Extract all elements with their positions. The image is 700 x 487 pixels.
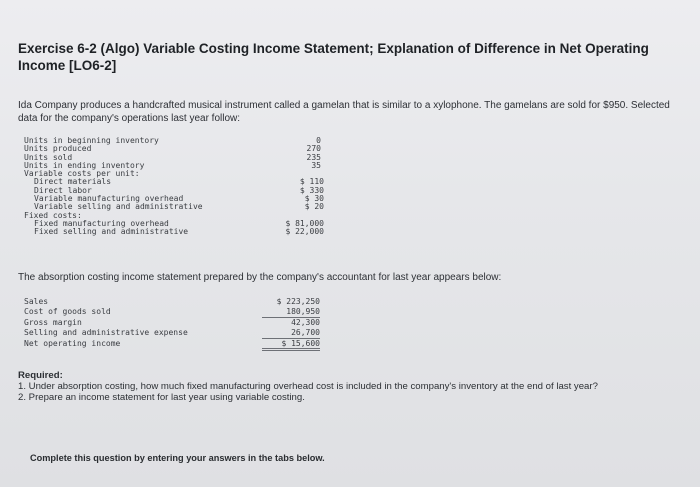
variable-sga-label: Variable selling and administrative	[34, 202, 203, 212]
units-beginning-label: Units in beginning inventory	[24, 136, 159, 145]
direct-labor-value: $ 330	[299, 185, 324, 195]
fixed-mfg-overhead-value: $ 81,000	[285, 218, 324, 228]
units-produced-value: 270	[306, 144, 321, 154]
units-beginning-value: 0	[316, 136, 321, 145]
gross-margin-label: Gross margin	[24, 317, 82, 327]
direct-materials-value: $ 110	[299, 177, 324, 187]
variable-mfg-overhead-label: Variable manufacturing overhead	[34, 194, 184, 204]
required-section	[18, 370, 683, 404]
net-income-value: $ 15,600	[262, 340, 320, 352]
variable-sga-value: $ 20	[304, 202, 324, 212]
fixed-mfg-overhead-label: Fixed manufacturing overhead	[34, 218, 169, 228]
sales-value: $ 223,250	[276, 297, 320, 306]
net-income-row	[24, 340, 334, 350]
absorption-intro: The absorption costing income statement prepared by the company's accountant for last year appears below:	[18, 272, 502, 283]
instructions-note: Complete this question by entering your answers in the tabs below.	[30, 453, 325, 463]
gross-margin-value: 42,300	[291, 317, 320, 327]
sga-expense-value: 26,700	[262, 329, 320, 339]
exercise-title: Exercise 6-2 (Algo) Variable Costing Income Statement; Explanation of Difference in Net Operating Income [LO6-2]	[18, 41, 649, 73]
sales-label: Sales	[24, 297, 49, 306]
income-statement-table	[24, 298, 334, 350]
direct-materials-label: Direct materials	[34, 177, 112, 187]
fixed-costs-label: Fixed costs:	[24, 210, 82, 220]
net-income-label: Net operating income	[24, 338, 121, 348]
fixed-sga-row	[24, 228, 334, 236]
required-item-2: 2. Prepare an income statement for last year using variable costing.	[18, 392, 305, 404]
fixed-sga-value: $ 22,000	[285, 227, 324, 237]
units-sold-label: Units sold	[24, 152, 73, 162]
units-ending-label: Units in ending inventory	[24, 160, 145, 170]
units-ending-value: 35	[311, 160, 321, 170]
variable-mfg-overhead-value: $ 30	[304, 194, 324, 204]
required-heading: Required:	[18, 370, 63, 381]
required-item-1: 1. Under absorption costing, how much fixed manufacturing overhead cost is included in the company's inventory at the end of last year?	[18, 381, 598, 393]
exercise-intro: Ida Company produces a handcrafted musical instrument called a gamelan that is similar to a xylophone. The gamelans are sold for $950. Selected data for the company's operations last year follow:	[18, 100, 670, 124]
sga-expense-label: Selling and administrative expense	[24, 328, 188, 338]
operations-data-table	[24, 137, 334, 237]
units-produced-label: Units produced	[24, 144, 92, 154]
direct-labor-label: Direct labor	[34, 185, 92, 195]
variable-costs-label: Variable costs per unit:	[24, 169, 140, 179]
units-sold-value: 235	[306, 152, 321, 162]
cogs-label: Cost of goods sold	[24, 307, 111, 317]
sga-expense-row	[24, 329, 334, 339]
cogs-value: 180,950	[262, 308, 320, 318]
fixed-sga-label: Fixed selling and administrative	[34, 227, 189, 237]
